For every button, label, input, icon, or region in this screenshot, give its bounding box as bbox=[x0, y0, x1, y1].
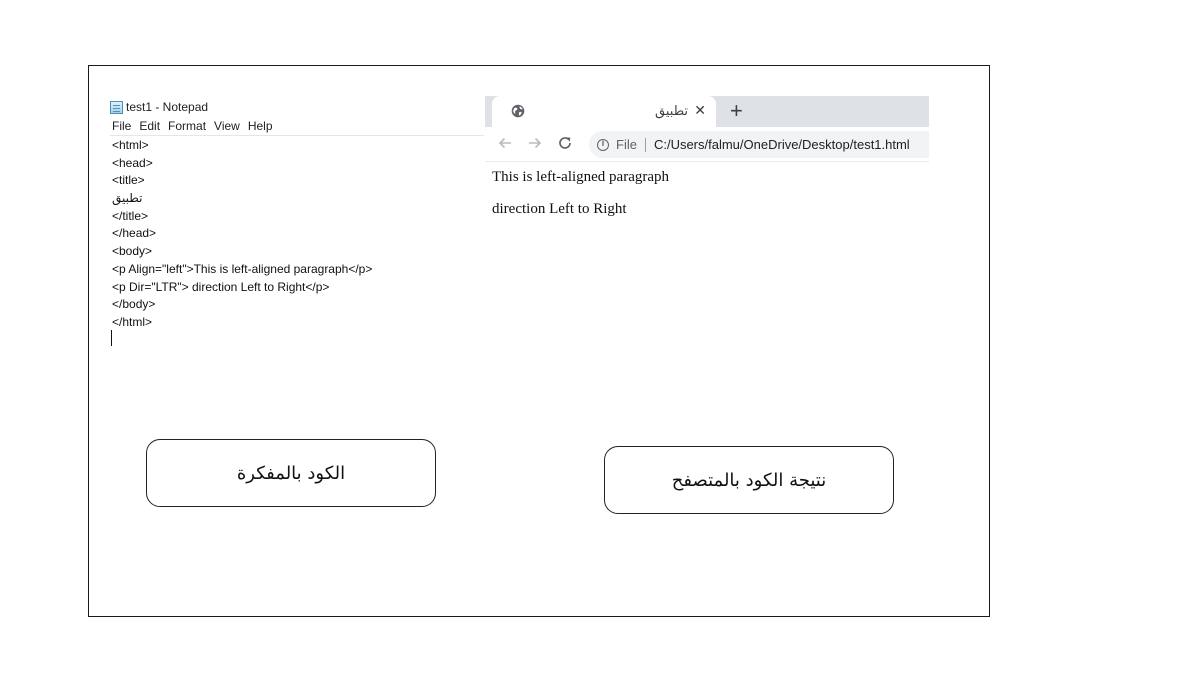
tab-title: تطبيق bbox=[655, 103, 688, 118]
notepad-editor[interactable] bbox=[112, 137, 372, 332]
browser-caption: نتيجة الكود بالمتصفح bbox=[671, 469, 827, 491]
menu-file[interactable]: File bbox=[112, 119, 132, 133]
new-tab-button[interactable]: + bbox=[730, 98, 743, 123]
page-paragraph-ltr: direction Left to Right bbox=[492, 201, 627, 217]
menu-format[interactable]: Format bbox=[168, 119, 207, 133]
omnibox-separator bbox=[645, 138, 646, 152]
menu-edit[interactable]: Edit bbox=[139, 119, 161, 133]
reload-icon[interactable] bbox=[556, 134, 574, 152]
code-line: <title> bbox=[112, 173, 145, 188]
code-line: </head> bbox=[112, 226, 157, 241]
notepad-titlebar bbox=[110, 99, 208, 115]
code-line: </body> bbox=[112, 297, 156, 312]
code-line: </title> bbox=[112, 208, 149, 223]
close-icon[interactable]: ✕ bbox=[694, 102, 706, 118]
forward-arrow-icon[interactable] bbox=[526, 134, 544, 152]
browser-tab[interactable] bbox=[492, 96, 716, 127]
code-line: <body> bbox=[112, 244, 153, 259]
info-icon[interactable] bbox=[597, 139, 609, 151]
notepad-caption-box bbox=[146, 439, 436, 507]
url-scheme-label: File bbox=[616, 137, 637, 152]
notepad-menubar bbox=[112, 119, 273, 133]
page-paragraph-left-aligned: This is left-aligned paragraph bbox=[492, 169, 670, 185]
notepad-caption: الكود بالمفكرة bbox=[236, 462, 346, 484]
code-line: <p Dir="LTR"> direction Left to Right</p> bbox=[112, 279, 330, 294]
code-line: تطبيق bbox=[112, 191, 143, 206]
text-caret bbox=[111, 330, 112, 346]
menu-view[interactable]: View bbox=[214, 119, 240, 133]
code-line: <html> bbox=[112, 138, 149, 152]
url-text[interactable]: C:/Users/falmu/OneDrive/Desktop/test1.html bbox=[653, 137, 910, 152]
code-line: <p Align="left">This is left-aligned paragraph</p> bbox=[112, 261, 373, 276]
code-line: </html> bbox=[112, 314, 153, 329]
notepad-icon bbox=[110, 101, 123, 114]
browser-caption-box bbox=[604, 446, 894, 514]
address-bar[interactable] bbox=[589, 131, 929, 158]
browser-toolbar bbox=[485, 127, 929, 162]
back-arrow-icon[interactable] bbox=[496, 134, 514, 152]
menu-divider bbox=[110, 135, 484, 136]
code-line: <head> bbox=[112, 155, 153, 170]
menu-help[interactable]: Help bbox=[247, 119, 273, 133]
notepad-title: test1 - Notepad bbox=[126, 100, 209, 114]
globe-icon bbox=[511, 104, 525, 118]
browser-tabstrip bbox=[485, 96, 929, 127]
